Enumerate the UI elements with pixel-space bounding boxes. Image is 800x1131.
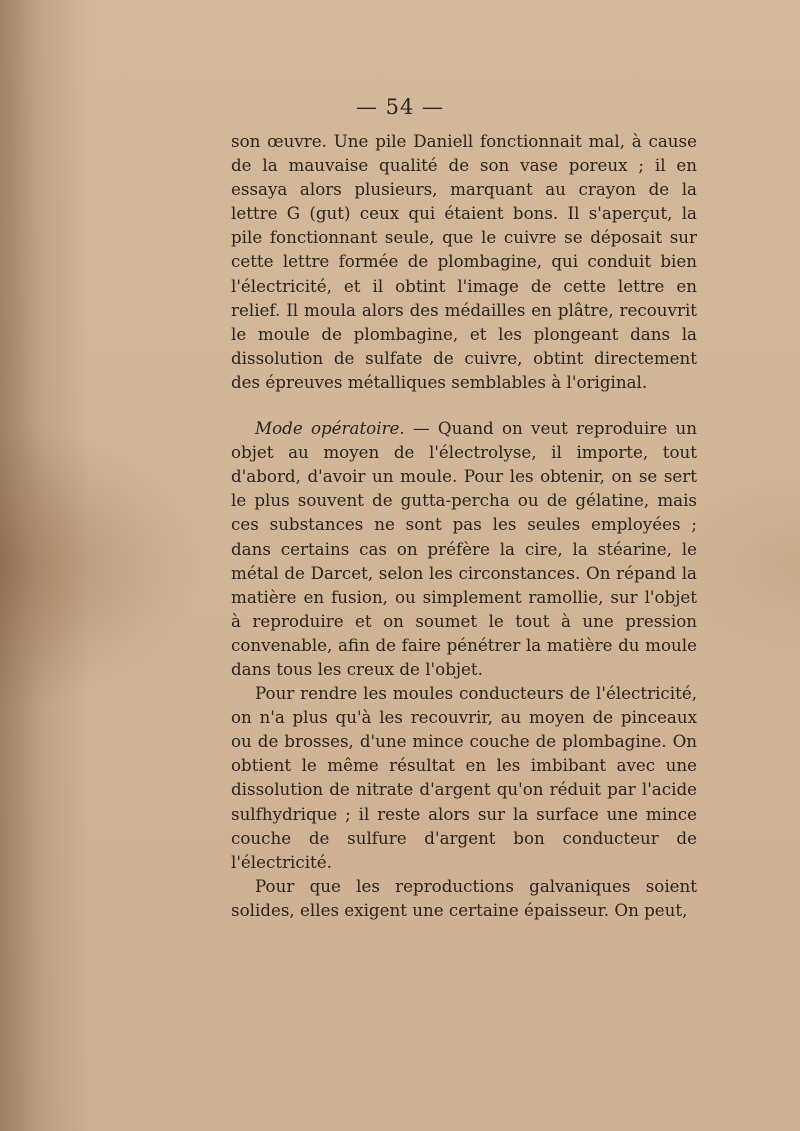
paragraph-1: son œuvre. Une pile Daniell fonctionnait mal, à cause de la mauvaise qualité de son vase poreux ; il en essaya alors plusieurs, marquant au crayon de la lettre G (gut) ceux qui étaient bons. Il s'aperçut, la pile fonctionnant seule, que le cuivre se déposait sur cette lettre formée de plombagine, qui conduit bien l'électricité, et il obtint l'image de cette lettre en relief. Il moula alors des médailles en plâtre, recouvrit le moule de plombagine, et les plongeant dans la dissolution de sulfate de cuivre, obtint directement des épreuves métalliques semblables à l'original. — [231, 131, 697, 392]
paragraph-gap — [231, 394, 697, 416]
paragraph-4: Pour que les reproductions galvaniques soient solides, elles exigent une certaine épaisseur. On peut, — [231, 875, 697, 920]
page-gutter-shadow — [0, 0, 90, 1131]
page-number: — 54 — — [355, 95, 445, 119]
page-body — [231, 129, 697, 922]
paragraph-3: Pour rendre les moules conducteurs de l'électricité, on n'a plus qu'à les recouvrir, au moyen de pinceaux ou de brosses, d'une mince couche de plombagine. On obtient le même résultat en les imbibant avec une dissolution de nitrate d'argent qu'on réduit par l'acide sulfhydrique ; il reste alors sur la surface une mince couche de sulfure d'argent bon conducteur de l'électricité. — [231, 683, 697, 872]
paragraph-2 — [231, 416, 697, 681]
section-label: Mode opératoire. — [255, 418, 405, 439]
paragraph-2-text: — Quand on veut reproduire un objet au moyen de l'électrolyse, il importe, tout d'abord, d'avoir un moule. Pour les obtenir, on se sert le plus souvent de gutta-percha ou de gélatine, mais ces substances ne sont pas les seules employées ; dans certains cas on préfère la cire, la stéarine, le métal de Darcet, selon les circonstances. On répand la matière en fusion, ou simplement ramollie, sur l'objet à reproduire et on soumet le tout à une pression convenable, afin de faire pénétrer la matière du moule dans tous les creux de l'objet. — [231, 418, 697, 679]
